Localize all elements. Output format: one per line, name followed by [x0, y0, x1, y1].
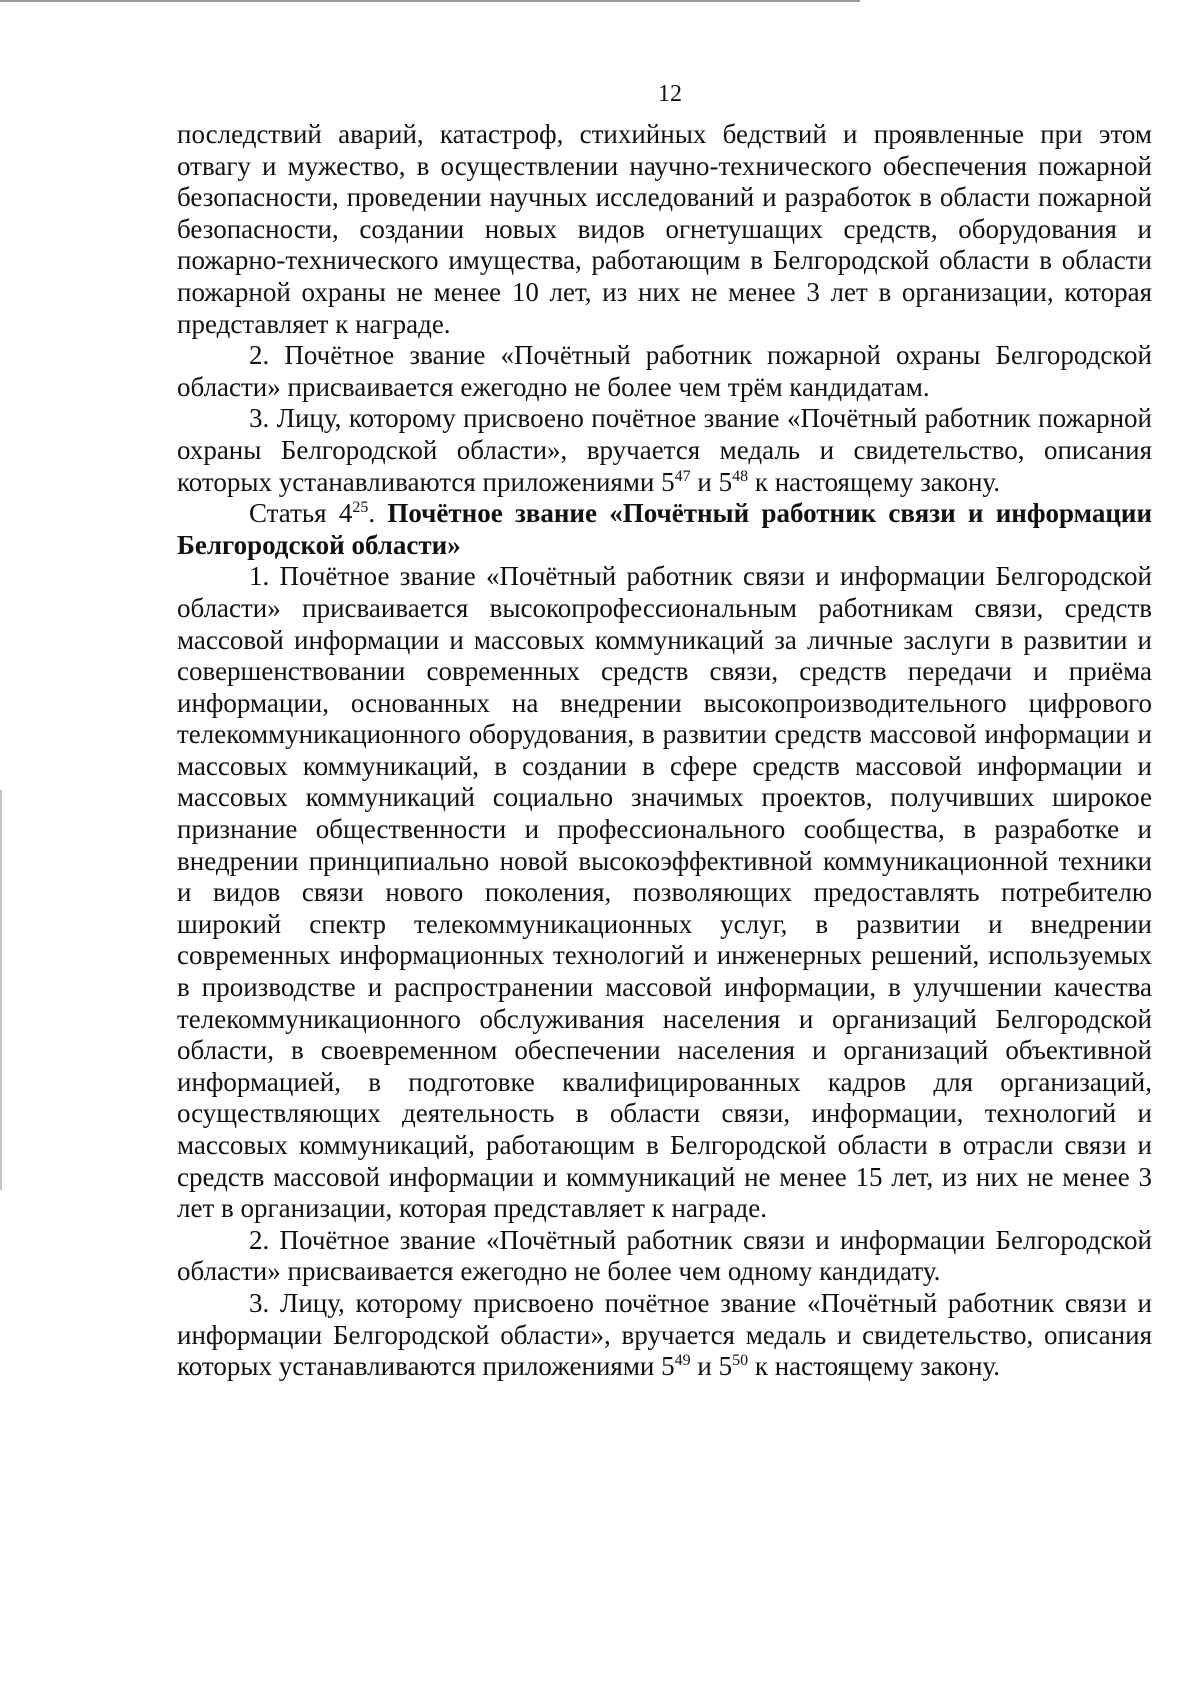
article-number-dot: .	[368, 498, 388, 529]
scan-edge-top	[0, 0, 860, 2]
article-title: Почётное звание «Почётный работник связи и информации Белгородской области»	[177, 498, 1152, 560]
superscript: 50	[732, 1352, 749, 1370]
paragraph-item-2: 2. Почётное звание «Почётный работник пожарной охраны Белгородской области» присваивается ежегодно не более чем трём кандидатам.	[177, 340, 1152, 402]
paragraph-text: и 5	[690, 1351, 733, 1382]
page-number: 12	[658, 81, 682, 107]
article-item-2: 2. Почётное звание «Почётный работник связи и информации Белгородской области» присваивается ежегодно не более чем одному кандидату.	[177, 1224, 1152, 1287]
superscript: 47	[674, 467, 691, 485]
paragraph-text: и 5	[690, 466, 733, 497]
scan-edge-left	[0, 790, 2, 1190]
paragraph-text: к настоящему закону.	[748, 1351, 1000, 1382]
superscript: 48	[732, 467, 749, 485]
paragraph-text: 3. Лицу, которому присвоено почётное звание «Почётный работник пожарной охраны Белгородской области», вручается медаль и свидетельство, описания которых устанавливаются приложениями 5	[177, 403, 1152, 497]
paragraph-continuation: последствий аварий, катастроф, стихийных бедствий и проявленные при этом отвагу и мужество, в осуществлении научно-технического обеспечения пожарной безопасности, проведении научных исследований и разработок в области пожарной безопасности, создании новых видов огнетушащих средств, оборудования и пожарно-технического имущества, работающим в Белгородской области в области пожарной охраны не менее 10 лет, из них не менее 3 лет в организации, которая представляет к награде.	[177, 119, 1152, 339]
article-item-1: 1. Почётное звание «Почётный работник связи и информации Белгородской области» присваивается высокопрофессиональным работникам связи, средств массовой информации и массовых коммуникаций за личные заслуги в развитии и совершенствовании современных средств связи, средств передачи и приёма информации, основанных на внедрении высокопроизводительного цифрового телекоммуникационного оборудования, в развитии средств массовой информации и массовых коммуникаций, в создании в сфере средств массовой информации и массовых коммуникаций социально значимых проектов, получивших широкое признание общественности и профессионального сообщества, в разработке и внедрении принципиально новой высокоэффективной коммуникационной техники и видов связи нового поколения, позволяющих предоставлять потребителю широкий спектр телекоммуникационных услуг, в развитии и внедрении современных информационных технологий и инженерных решений, используемых в производстве и распространении массовой информации, в улучшении качества телекоммуникационного обслуживания населения и организаций Белгородской области, в своевременном обеспечении населения и организаций объективной информацией, в подготовке квалифицированных кадров для организаций, осуществляющих деятельность в области связи, информации, технологий и массовых коммуникаций, работающим в Белгородской области в отрасли связи и средств массовой информации и коммуникаций не менее 15 лет, из них не менее 3 лет в организации, которая представляет к награде.	[177, 561, 1152, 1224]
article-number-superscript: 25	[352, 499, 369, 517]
article-item-3	[177, 1288, 1152, 1383]
paragraph-text: 3. Лицу, которому присвоено почётное звание «Почётный работник связи и информации Белгородской области», вручается медаль и свидетельство, описания которых устанавливаются приложениями 5	[177, 1287, 1152, 1382]
paragraph-item-3	[177, 403, 1152, 498]
article-number: Статья 4	[249, 498, 353, 529]
superscript: 49	[674, 1352, 691, 1370]
paragraph-text: к настоящему закону.	[748, 466, 1000, 497]
article-heading	[177, 498, 1152, 561]
document-body	[177, 119, 1152, 1383]
